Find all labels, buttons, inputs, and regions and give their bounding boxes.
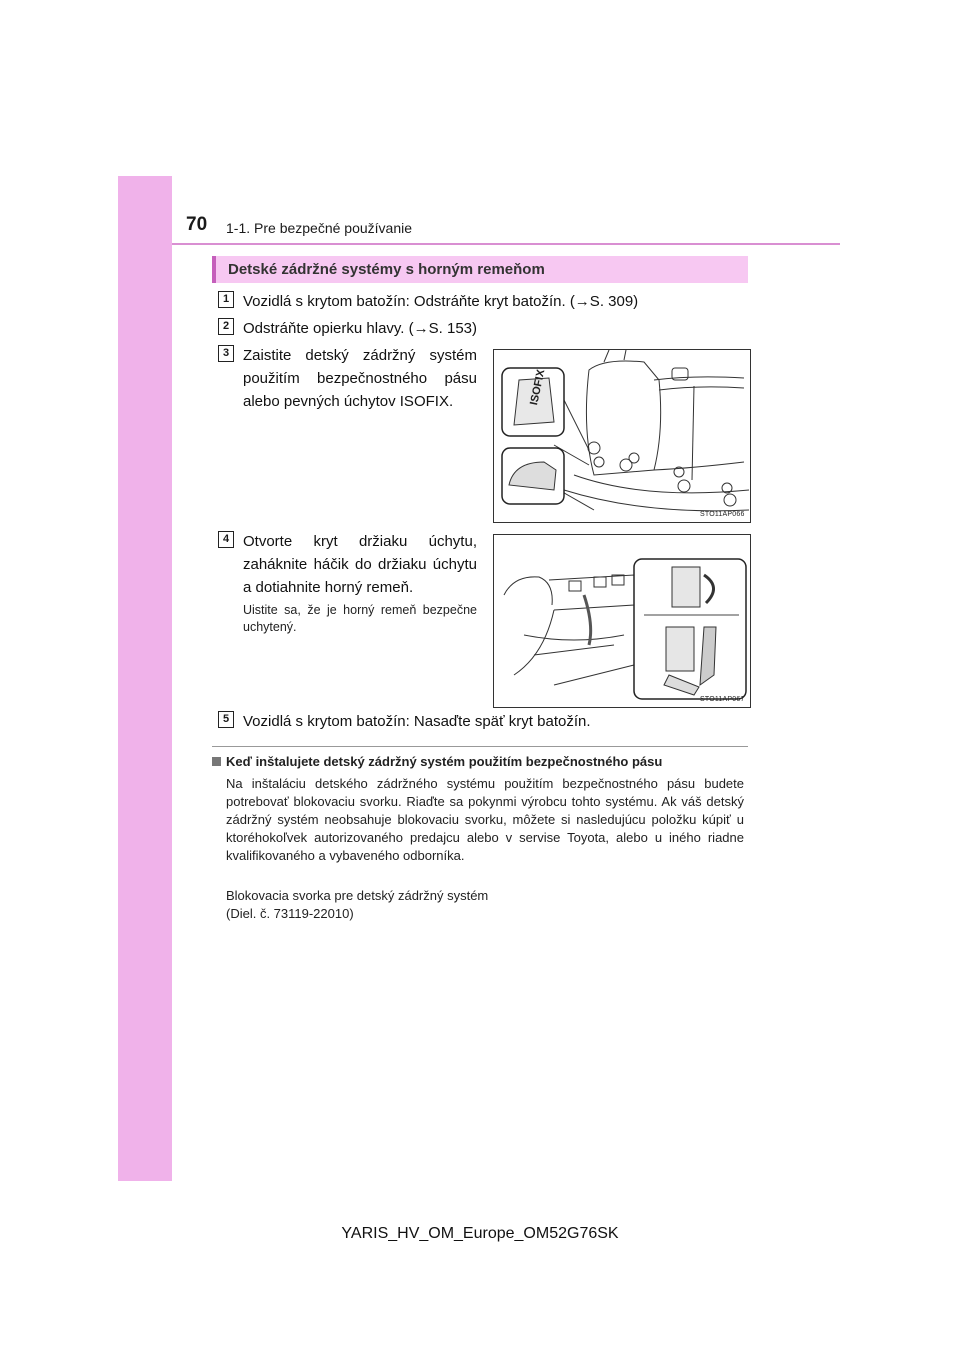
step-number-4: 4 xyxy=(218,531,234,548)
square-bullet-icon xyxy=(212,757,221,766)
step-number-1: 1 xyxy=(218,291,234,308)
note-separator xyxy=(212,746,748,747)
note-paragraph-2-line-2: (Diel. č. 73119-22010) xyxy=(226,906,354,921)
note-paragraph-2-line-1: Blokovacia svorka pre detský zádržný systém xyxy=(226,888,489,903)
section-title: 1-1. Pre bezpečné používanie xyxy=(226,220,413,236)
note-heading-text: Keď inštalujete detský zádržný systém použitím bezpečnostného pásu xyxy=(226,754,663,769)
step-number-3: 3 xyxy=(218,345,234,362)
note-heading xyxy=(212,754,662,769)
footer-doc-id: YARIS_HV_OM_Europe_OM52G76SK xyxy=(341,1225,619,1242)
figure-1-caption: STO11AP066 xyxy=(700,511,745,518)
figure-2-caption: STO11AP067 xyxy=(700,696,745,703)
step-text-5: Vozidlá s krytom batožín: Nasaďte späť kryt batožín. xyxy=(243,713,591,730)
note-paragraph-1: Na inštaláciu detského zádržného systému použitím bezpečnostného pásu budete potrebovať blokovaciu svorku. Riaďte sa pokynmi výrobcu tohto systému. Ak váš detský zádržný systém neobsahuje blokovaciu svorku, môžete si nasledujúcu položku kúpiť u ktoréhokoľvek autorizovaného predajcu alebo v servise Toyota, alebo u iného riadne kvalifikovaného a vybaveného odborníka. xyxy=(226,776,744,863)
step-4-note: Uistite sa, že je horný remeň bezpečne uchytený. xyxy=(243,603,477,634)
step-text-3: Zaistite detský zádržný systém použitím bezpečnostného pásu alebo pevných úchytov ISOFIX. xyxy=(243,347,477,410)
top-tether-illustration xyxy=(494,535,750,707)
step-number-5: 5 xyxy=(218,711,234,728)
header-rule xyxy=(172,243,840,245)
step-number-2: 2 xyxy=(218,318,234,335)
isofix-illustration xyxy=(494,350,750,522)
figure-top-tether xyxy=(493,534,751,708)
isofix-text-label: ISOFIX xyxy=(528,368,548,407)
box-title: Detské zádržné systémy s horným remeňom xyxy=(212,256,748,283)
step-text-1: Vozidlá s krytom batožín: Odstráňte kryt batožín. (→S. 309) xyxy=(243,293,639,310)
step-text-4: Otvorte kryt držiaku úchytu, zaháknite háčik do držiaku úchytu a dotiahnite horný remeň. xyxy=(243,533,477,596)
page-number: 70 xyxy=(186,214,208,235)
figure-isofix-anchors xyxy=(493,349,751,523)
step-text-2: Odstráňte opierku hlavy. (→S. 153) xyxy=(243,320,477,337)
side-tab xyxy=(118,176,172,1181)
